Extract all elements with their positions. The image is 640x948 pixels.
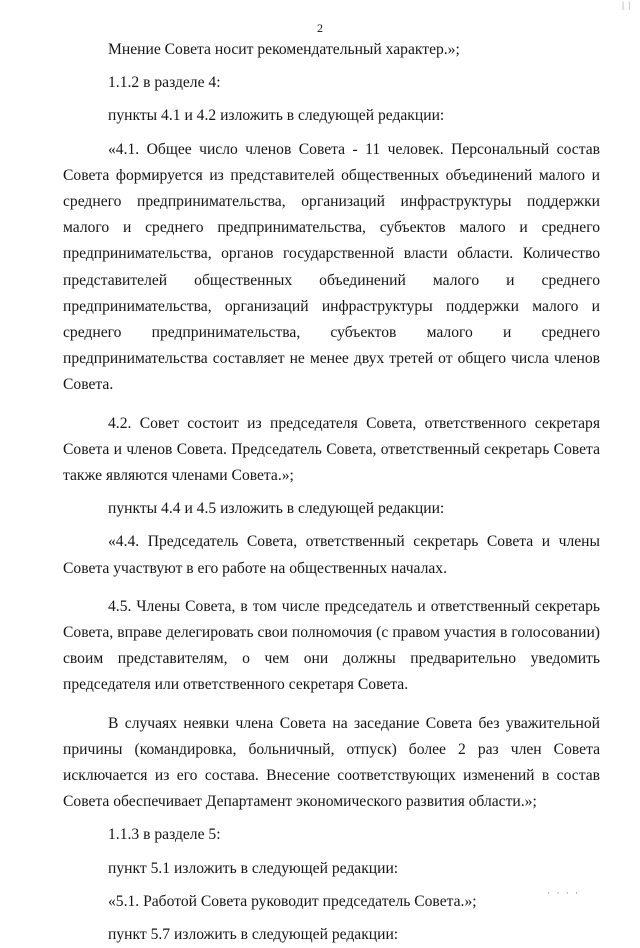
paragraph-point-5-7-intro: пункт 5.7 изложить в следующей редакции: <box>108 926 399 944</box>
document-body <box>63 37 600 948</box>
scan-mark-top: | | <box>622 0 631 10</box>
paragraph-absence-rule: В случаях неявки члена Совета на заседание Совета без уважительной причины (командировка, больничный, отпуск) более 2 раз член Совета исключается из его состава. Внесение соответствующих изменений в состав Совета обеспечивает Департамент экономического развития области.»; <box>63 714 600 811</box>
paragraph-point-4-4: «4.4. Председатель Совета, ответственный секретарь Совета и члены Совета участвуют в его работе на общественных началах. <box>63 533 600 577</box>
paragraph-points-4-4-4-5-intro: пункты 4.4 и 4.5 изложить в следующей редакции: <box>108 500 445 518</box>
paragraph-point-5-1: «5.1. Работой Совета руководит председатель Совета.»; <box>108 892 477 910</box>
paragraph-opinion-advisory: Мнение Совета носит рекомендательный характер.»; <box>108 41 460 58</box>
paragraph-section-4-heading: 1.1.2 в разделе 4: <box>108 74 221 92</box>
paragraph-section-5-heading: 1.1.3 в разделе 5: <box>108 826 221 844</box>
paragraph-point-5-1-intro: пункт 5.1 изложить в следующей редакции: <box>108 859 399 877</box>
scan-mark-bottom: · · · · <box>547 888 580 898</box>
paragraph-point-4-1: «4.1. Общее число членов Совета - 11 человек. Персональный состав Совета формируется из представителей общественных объединений малого и среднего предпринимательства, организаций инфраструктуры поддержки малого и среднего предпринимательства, субъектов малого и среднего предпринимательства, органов государственной власти области. Количество представителей общественных объединений малого и среднего предпринимательства, организаций инфраструктуры поддержки малого и среднего предпринимательства, субъектов малого и среднего предпринимательства составляет не менее двух третей от общего числа членов Совета. <box>63 140 600 394</box>
page-number: 2 <box>317 21 323 35</box>
paragraph-point-4-2: 4.2. Совет состоит из председателя Совета, ответственного секретаря Совета и членов Совета. Председатель Совета, ответственный секретарь Совета также являются членами Совета.»; <box>63 414 600 485</box>
paragraph-point-4-5: 4.5. Члены Совета, в том числе председатель и ответственный секретарь Совета, вправе делегировать свои полномочия (с правом участия в голосовании) своим представителям, о чем они должны предварительно уведомить председателя или ответственного секретаря Совета. <box>63 597 600 694</box>
paragraph-points-4-1-4-2-intro: пункты 4.1 и 4.2 изложить в следующей редакции: <box>108 107 445 125</box>
